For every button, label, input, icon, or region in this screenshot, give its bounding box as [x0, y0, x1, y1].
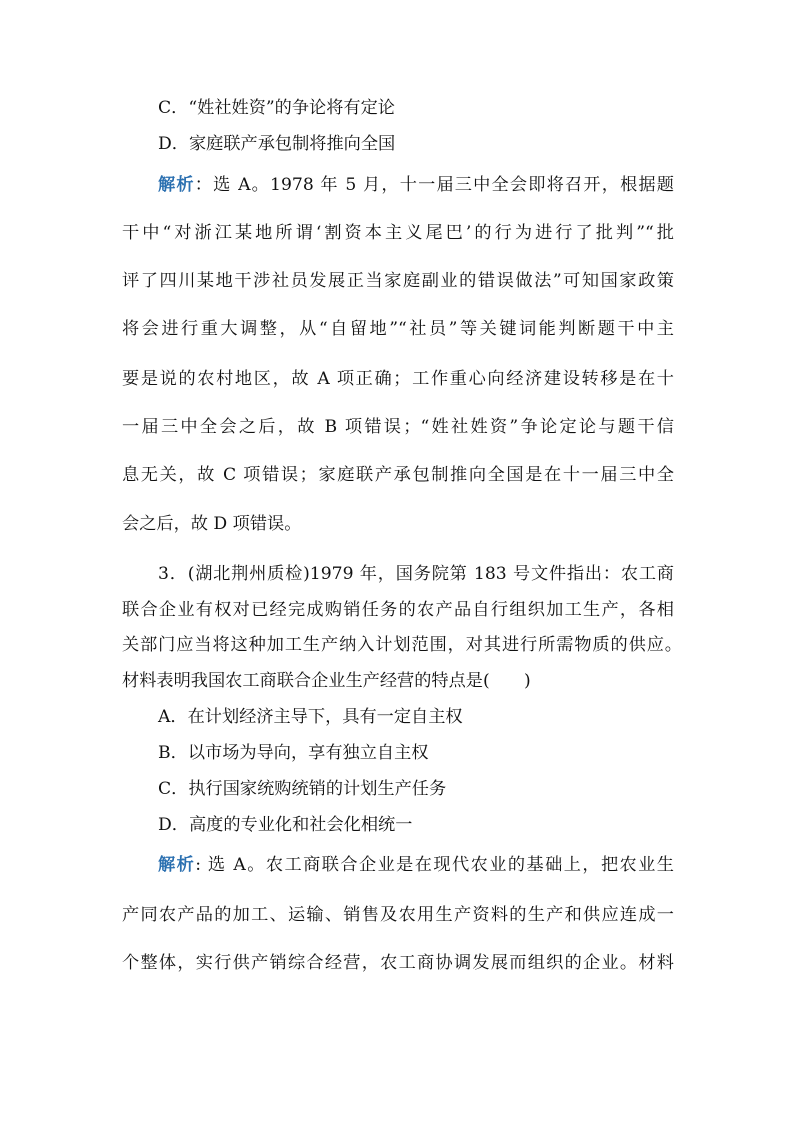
q2-analysis-line-1	[158, 174, 674, 196]
q3-stem-line-3: 关部门应当将这种加工生产纳入计划范围，对其进行所需物质的供应。	[122, 635, 682, 655]
q2-analysis-line-7: 息无关，故 C 项错误；家庭联产承包制推向全国是在十一届三中全	[122, 465, 674, 485]
q2-analysis-line-8: 会之后，故 D 项错误。	[122, 514, 302, 534]
q3-analysis-line-3: 个整体，实行供产销综合经营，农工商协调发展而组织的企业。材料	[122, 953, 674, 973]
analysis-label: 解析	[158, 855, 196, 875]
q2-option-d: D．家庭联产承包制将推向全国	[158, 134, 396, 154]
analysis-label: 解析	[158, 175, 195, 195]
q3-analysis-line-1	[158, 854, 674, 876]
q3-stem-line-4: 材料表明我国农工商联合企业生产经营的特点是( )	[122, 671, 531, 691]
q2-analysis-line-3: 评了四川某地干涉社员发展正当家庭副业的错误做法”可知国家政策	[122, 271, 674, 291]
q2-analysis-line-5: 要是说的农村地区，故 A 项正确；工作重心向经济建设转移是在十	[122, 369, 674, 389]
q3-option-a: A．在计划经济主导下，具有一定自主权	[158, 707, 463, 727]
q3-stem-line-1: 3．(湖北荆州质检)1979 年，国务院第 183 号文件指出：农工商	[158, 564, 674, 584]
analysis-text: ：选 A。1978 年 5 月，十一届三中全会即将召开，根据题	[194, 175, 674, 195]
q2-option-c: C．“姓社姓资”的争论将有定论	[158, 98, 395, 118]
q3-option-b: B．以市场为导向，享有独立自主权	[158, 743, 429, 763]
q2-analysis-line-4: 将会进行重大调整，从“自留地”“社员”等关键词能判断题干中主	[122, 319, 674, 339]
q2-analysis-line-2: 干中“对浙江某地所谓‘割资本主义尾巴’的行为进行了批判”“批	[122, 223, 674, 243]
q3-analysis-line-2: 产同农产品的加工、运输、销售及农用生产资料的生产和供应连成一	[122, 905, 674, 925]
analysis-text: : 选 A。农工商联合企业是在现代农业的基础上，把农业生	[195, 855, 674, 875]
q3-option-c: C．执行国家统购统销的计划生产任务	[158, 779, 447, 799]
q3-option-d: D．高度的专业化和社会化相统一	[158, 815, 413, 835]
q2-analysis-line-6: 一届三中全会之后，故 B 项错误；“姓社姓资”争论定论与题干信	[122, 417, 674, 437]
q3-stem-line-2: 联合企业有权对已经完成购销任务的农产品自行组织加工生产，各相	[122, 600, 674, 620]
